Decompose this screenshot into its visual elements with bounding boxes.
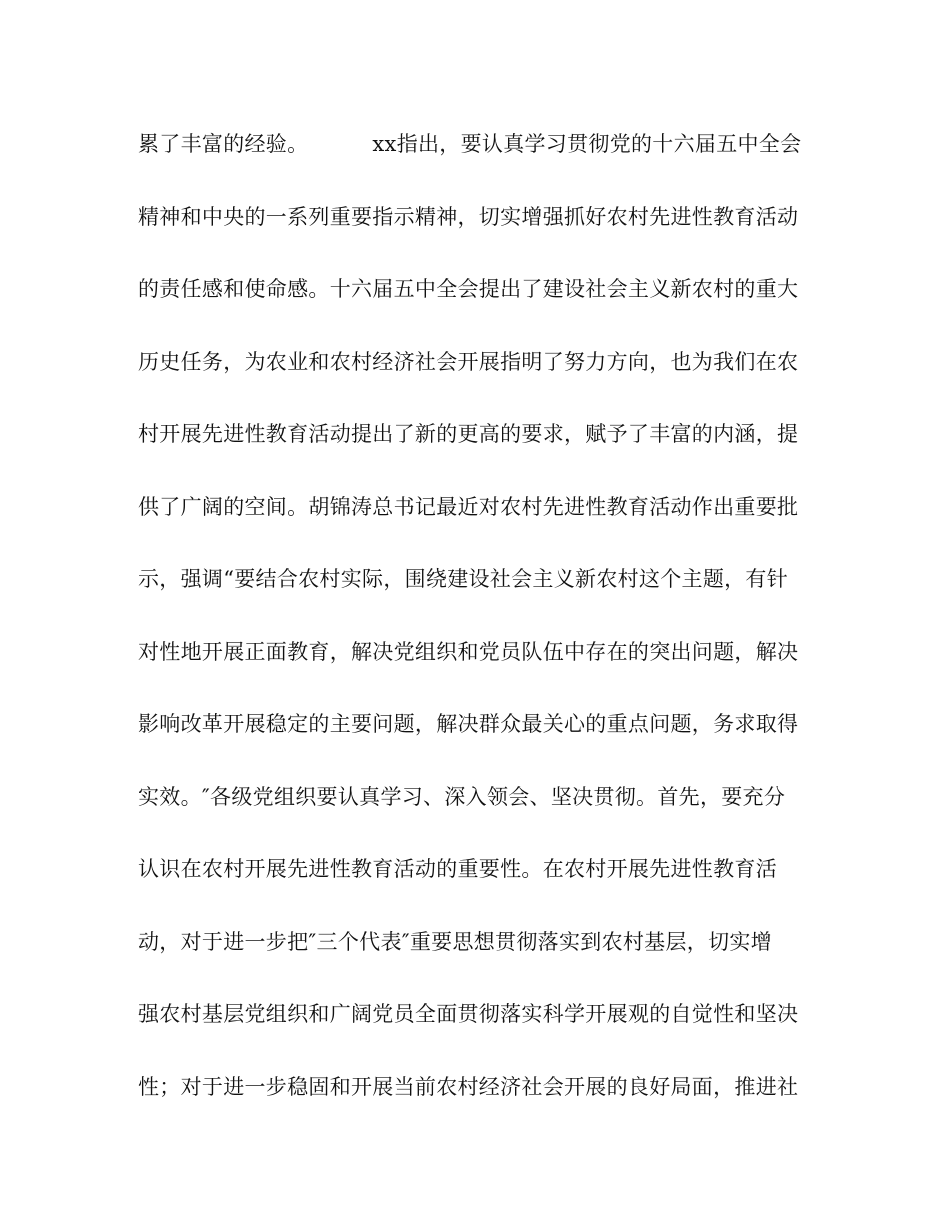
text-line: 动，对于进一步把″三个代表″重要思想贯彻落实到农村基层，切实增 [138,929,772,954]
text-line: 对性地开展正面教育，解决党组织和党员队伍中存在的突出问题，解决 [138,639,799,664]
text-line: 的责任感和使命感。十六届五中全会提出了建设社会主义新农村的重大 [138,277,799,301]
text-line: 性；对于进一步稳固和开展当前农村经济社会开展的良好局面，推进社 [138,1074,799,1099]
text-line-segment: xx指出，要认真学习贯彻党的十六届五中全会 [372,132,802,156]
text-line-segment: 累了丰富的经验。 [138,132,309,156]
text-line: 村开展先进性教育活动提出了新的更高的要求，赋予了丰富的内涵，提 [138,422,799,446]
text-line: 实效。″各级党组织要认真学习、深入领会、坚决贯彻。首先，要充分 [138,784,786,809]
text-line: 精神和中央的一系列重要指示精神，切实增强抓好农村先进性教育活动 [138,204,799,229]
text-line [138,122,818,195]
text-line: 历史任务，为农业和农村经济社会开展指明了努力方向，也为我们在农 [138,349,799,374]
text-line: 示，强调“要结合农村实际，围绕建设社会主义新农村这个主题，有针 [138,567,789,591]
text-line: 认识在农村开展先进性教育活动的重要性。在农村开展先进性教育活 [138,857,777,881]
text-line: 影响改革开展稳定的主要问题，解决群众最关心的重点问题，务求取得 [138,712,799,736]
text-line: 强农村基层党组织和广阔党员全面贯彻落实科学开展观的自觉性和坚决 [138,1002,799,1026]
text-line: 供了广阔的空间。胡锦涛总书记最近对农村先进性教育活动作出重要批 [138,494,799,519]
body-text [138,122,818,1137]
